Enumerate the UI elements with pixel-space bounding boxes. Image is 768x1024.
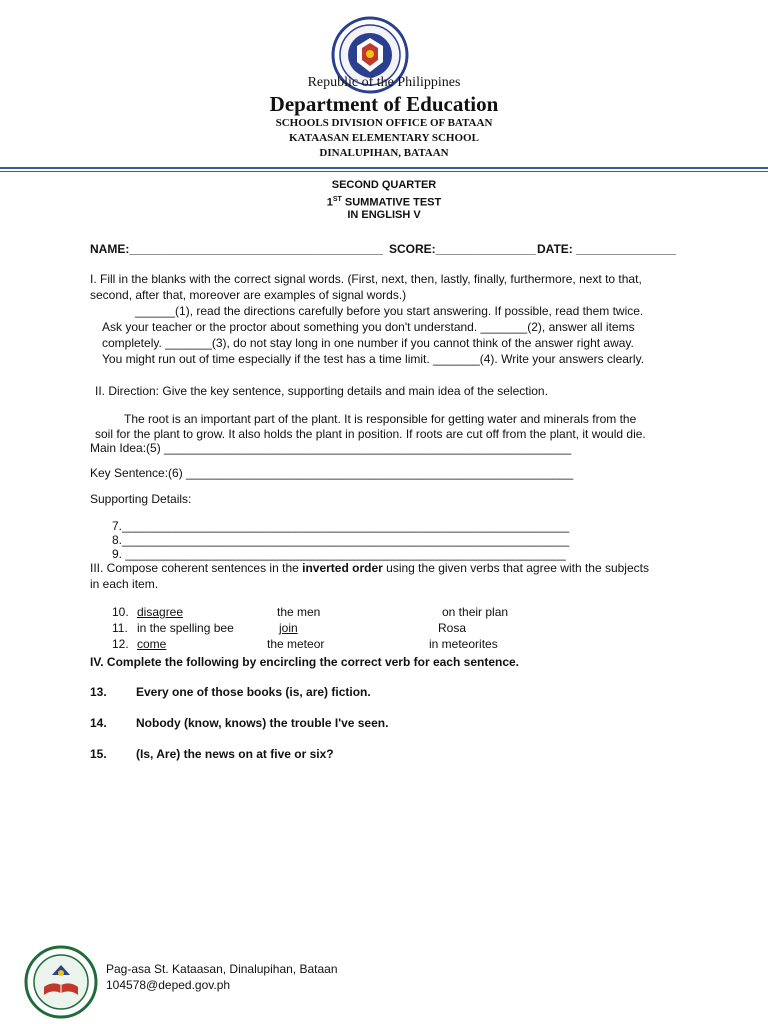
row-phrase: on their plan <box>442 605 509 619</box>
part3-row-10 <box>112 605 572 620</box>
part2-paragraph-line2: soil for the plant to grow. It also holds the plant in position. If roots are cut off from the plant, it would die. <box>95 427 646 441</box>
row-subject: the meteor <box>267 637 325 651</box>
part3-row-11 <box>112 621 572 636</box>
school-line: KATAASAN ELEMENTARY SCHOOL <box>289 132 479 144</box>
part1-line1: I. Fill in the blanks with the correct signal words. (First, next, then, lastly, finally, furthermore, next to that, <box>90 272 642 286</box>
part1-line2: second, after that, moreover are examples of signal words.) <box>90 288 407 302</box>
test-title-rest: SUMMATIVE TEST <box>341 196 442 209</box>
footer-email[interactable]: 104578@deped.gov.ph <box>106 978 231 992</box>
subject-title: IN ENGLISH V <box>347 209 421 221</box>
school-logo <box>24 945 98 1019</box>
test-title-num: 1 <box>326 196 333 209</box>
part3-line1-start: III. Compose coherent sentences in the <box>90 561 303 575</box>
row-verb: disagree <box>137 605 184 619</box>
footer-address: Pag-asa St. Kataasan, Dinalupihan, Bataan <box>106 962 338 976</box>
row-number: 11. <box>112 621 128 635</box>
row-verb: join <box>279 621 298 635</box>
row-subject: the men <box>277 605 321 619</box>
score-field[interactable]: SCORE:_______________ <box>389 242 536 256</box>
header-rule <box>0 167 768 169</box>
date-field[interactable]: DATE: _______________ <box>537 242 677 256</box>
item-text[interactable]: Every one of those books (is, are) fiction. <box>136 685 371 699</box>
quarter-title: SECOND QUARTER <box>331 179 437 191</box>
part1-line5: completely. _______(3), do not stay long in one number if you cannot think of the answer right away. <box>102 336 634 350</box>
part3-line1 <box>90 561 649 576</box>
part3-inverted-order: inverted order <box>302 561 383 575</box>
part3-line1-end: using the given verbs that agree with the subjects <box>382 561 649 575</box>
row-verb: come <box>137 637 167 651</box>
row-number: 12. <box>112 637 129 651</box>
item-number: 14. <box>90 716 107 730</box>
location-line: DINALUPIHAN, BATAAN <box>319 147 449 159</box>
item-text[interactable]: (Is, Are) the news on at five or six? <box>136 747 334 761</box>
name-field[interactable]: NAME:______________________________________ <box>90 242 383 256</box>
part2-direction: II. Direction: Give the key sentence, supporting details and main idea of the selection. <box>95 384 548 398</box>
key-sentence-field[interactable]: Key Sentence:(6) __________________________________________________________ <box>90 466 574 480</box>
item-text[interactable]: Nobody (know, knows) the trouble I've seen. <box>136 716 389 730</box>
part4-direction: IV. Complete the following by encircling the correct verb for each sentence. <box>90 655 519 669</box>
part1-line6: You might run out of time especially if the test has a time limit. _______(4). Write your answers clearly. <box>102 352 645 366</box>
supporting-item-8[interactable]: 8.___________________________________________________________________ <box>112 533 570 547</box>
school-logo-icon <box>24 945 98 1019</box>
part4-item-13 <box>90 685 490 700</box>
division-line: SCHOOLS DIVISION OFFICE OF BATAAN <box>275 117 493 129</box>
part1-line3: ______(1), read the directions carefully before you start answering. If possible, read them twice. <box>135 304 644 318</box>
row-number: 10. <box>112 605 129 619</box>
row-phrase: in meteorites <box>429 637 498 651</box>
part3-row-12 <box>112 637 572 652</box>
part4-item-14 <box>90 716 490 731</box>
row-subject: Rosa <box>438 621 467 635</box>
part3-line2: in each item. <box>90 577 159 591</box>
main-idea-field[interactable]: Main Idea:(5) _____________________________________________________________ <box>90 441 572 455</box>
supporting-item-9[interactable]: 9. __________________________________________________________________ <box>112 547 566 561</box>
supporting-details-label: Supporting Details: <box>90 492 192 506</box>
supporting-item-7[interactable]: 7.___________________________________________________________________ <box>112 519 570 533</box>
department-title: Department of Education <box>269 92 499 116</box>
header-rule-thin <box>0 171 768 172</box>
part1-line4: Ask your teacher or the proctor about something you don't understand. _______(2), answer all items <box>102 320 635 334</box>
test-title-sup: ST <box>332 196 342 203</box>
part2-paragraph-line1: The root is an important part of the plant. It is responsible for getting water and minerals from the <box>124 412 637 426</box>
row-phrase: in the spelling bee <box>137 621 234 635</box>
part4-item-15 <box>90 747 490 762</box>
item-number: 13. <box>90 685 107 699</box>
republic-line: Republic of the Philippines <box>307 75 461 90</box>
item-number: 15. <box>90 747 107 761</box>
